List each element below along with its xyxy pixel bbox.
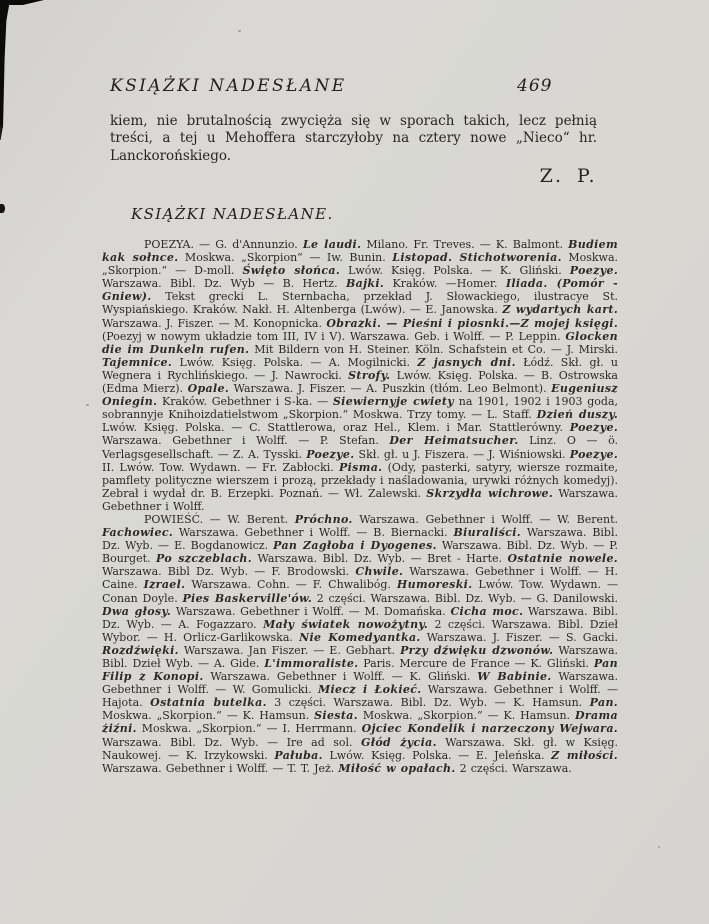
intro-paragraph: kiem, nie brutalnością zwycięża się w sporach takich, lecz pełnią treści, a tej u Mehoffera starczyłoby na cztery nowe „Nieco“ hr. Lanckorońskiego. [110, 113, 597, 164]
author-initials: Z. P. [539, 165, 597, 187]
scan-edge-artifact-left [0, 0, 10, 128]
running-header: KSIĄŻKI NADESŁANE [110, 76, 347, 96]
bibliography-paragraph-novels: POWIEŚĆ. — W. Berent. Próchno. Warszawa. Gebethner i Wolff. — W. Berent. Fachowiec. Warszawa. Gebethner i Wolff. — B. Biernacki. Biuraliści. Warszawa. Bibl. Dz. Wyb. — E. Bogdanowicz. Pan Zagłoba i Dyogenes. Warszawa. Bibl. Dz. Wyb. — P. Bourget. Po szczeblach. Warszawa. Bibl. Dz. Wyb. — Bret - Harte. Ostatnie nowele. Warszawa. Bibl Dz. Wyb. — F. Brodowski. Chwile. Warszawa. Gebethner i Wolff. — H. Caine. Izrael. Warszawa. Cohn. — F. Chwalibóg. Humoreski. Lwów. Tow. Wydawn. — Conan Doyle. Pies Baskerville'ów. 2 części. Warszawa. Bibl. Dz. Wyb. — G. Danilowski. Dwa głosy. Warszawa. Gebethner i Wolff. — M. Domańska. Cicha moc. Warszawa. Bibl. Dz. Wyb. — A. Fogazzaro. Mały światek nowożytny. 2 części. Warszawa. Bibl. Dzieł Wybor. — H. Orlicz-Garlikowska. Nie Komedyantka. Warszawa. J. Fiszer. — S. Gacki. Rozdźwięki. Warszawa. Jan Fiszer. — E. Gebhart. Przy dźwięku dzwonów. Warszawa. Bibl. Dzieł Wyb. — A. Gide. L'immoraliste. Paris. Mercure de France — K. Gliński. Pan Filip z Konopi. Warszawa. Gebethner i Wolff. — K. Gliński. W Babinie. Warszawa. Gebethner i Wolff. — W. Gomulicki. Miecz i Łokieć. Warszawa. Gebethner i Wolff. — Hajota. Ostatnia butelka. 3 części. Warszawa. Bibl. Dz. Wyb. — K. Hamsun. Pan. Moskwa. „Skorpion.“ — K. Hamsun. Siesta. Moskwa. „Skorpion.“ — K. Hamsun. Drama żiźni. Moskwa. „Skorpion.“ — I. Herrmann. Ojciec Kondelik i narzeczony Wejwara. Warszawa. Bibl. Dz. Wyb. — Ire ad sol. Głód życia. Warszawa. Skł. gł. w Księg. Naukowej. — K. Irzykowski. Pałuba. Lwów. Księg. Polska. — E. Jeleńska. Z miłości. Warszawa. Gebethner i Wolff. — T. T. Jeż. Miłość w opałach. 2 części. Warszawa. [102, 512, 619, 775]
page-number: 469 [517, 76, 553, 96]
scan-edge-speck [0, 204, 5, 213]
paper-speck [238, 30, 241, 32]
paper-speck [658, 846, 660, 848]
bibliography-paragraph-poetry: POEZYA. — G. d'Annunzio. Le laudi. Milano. Fr. Treves. — K. Balmont. Budiem kak sołnce. Moskwa. „Skorpion“ — Iw. Bunin. Listopad. Stichotworenia. Moskwa. „Skorpion.“ — D-moll. Święto słońca. Lwów. Księg. Polska. — K. Gliński. Poezye. Warszawa. Bibl. Dz. Wyb — B. Hertz. Bajki. Kraków. —Homer. Iliada. (Pomór - Gniew). Tekst grecki L. Sternbacha, przekład J. Słowackiego, ilustracye St. Wyspiańskiego. Kraków. Nakł. H. Altenberga (Lwów). — E. Janowska. Z wydartych kart. Warszawa. J. Fiszer. — M. Konopnicka. Obrazki. — Pieśni i piosnki.—Z mojej księgi. (Poezyj w nowym układzie tom III, IV i V). Warszawa. Geb. i Wolff. — P. Leppin. Glocken die im Dunkeln rufen. Mit Bildern von H. Steiner. Köln. Schafstein et Co. — J. Mirski. Tajemnice. Lwów. Księg. Polska. — A. Mogilnicki. Z jasnych dni. Łódź. Skł. gł. u Wegnera i Rychlińskiego. — J. Nawrocki. Strofy. Lwów. Księg. Polska. — B. Ostrowska (Edma Mierz). Opale. Warszawa. J. Fiszer. — A. Puszkin (tłóm. Leo Belmont). Eugeniusz Oniegin. Kraków. Gebethner i S-ka. — Siewiernyje cwiety na 1901, 1902 i 1903 goda, sobrannyje Knihoizdatielstwom „Skorpion.“ Moskwa. Trzy tomy. — L. Staff. Dzień duszy. Lwów. Księg. Polska. — C. Stattlerowa, oraz Hel., Klem. i Mar. Stattlerówny. Poezye. Warszawa. Gebethner i Wolff. — P. Stefan. Der Heimatsucher. Linz. O — ö. Verlagsgesellschaft. — Z. A. Tysski. Poezye. Skł. gł. u J. Fiszera. — J. Wiśniowski. Poezye. II. Lwów. Tow. Wydawn. — Fr. Zabłocki. Pisma. (Ody, pasterki, satyry, wiersze rozmaite, pamflety polityczne wierszem i prozą, przekłady i naśladowania, urywki różnych komedyj). Zebrał i wydał dr. B. Erzepki. Poznań. — Wł. Zalewski. Skrzydła wichrowe. Warszawa. Gebethner i Wolff. [102, 238, 619, 513]
bibliography [102, 238, 618, 775]
paper-speck [86, 404, 89, 406]
section-heading: KSIĄŻKI NADESŁANE. [131, 205, 334, 223]
scan-edge-artifact-top [0, 0, 44, 5]
scan-edge-artifact-left-tail [0, 126, 3, 140]
